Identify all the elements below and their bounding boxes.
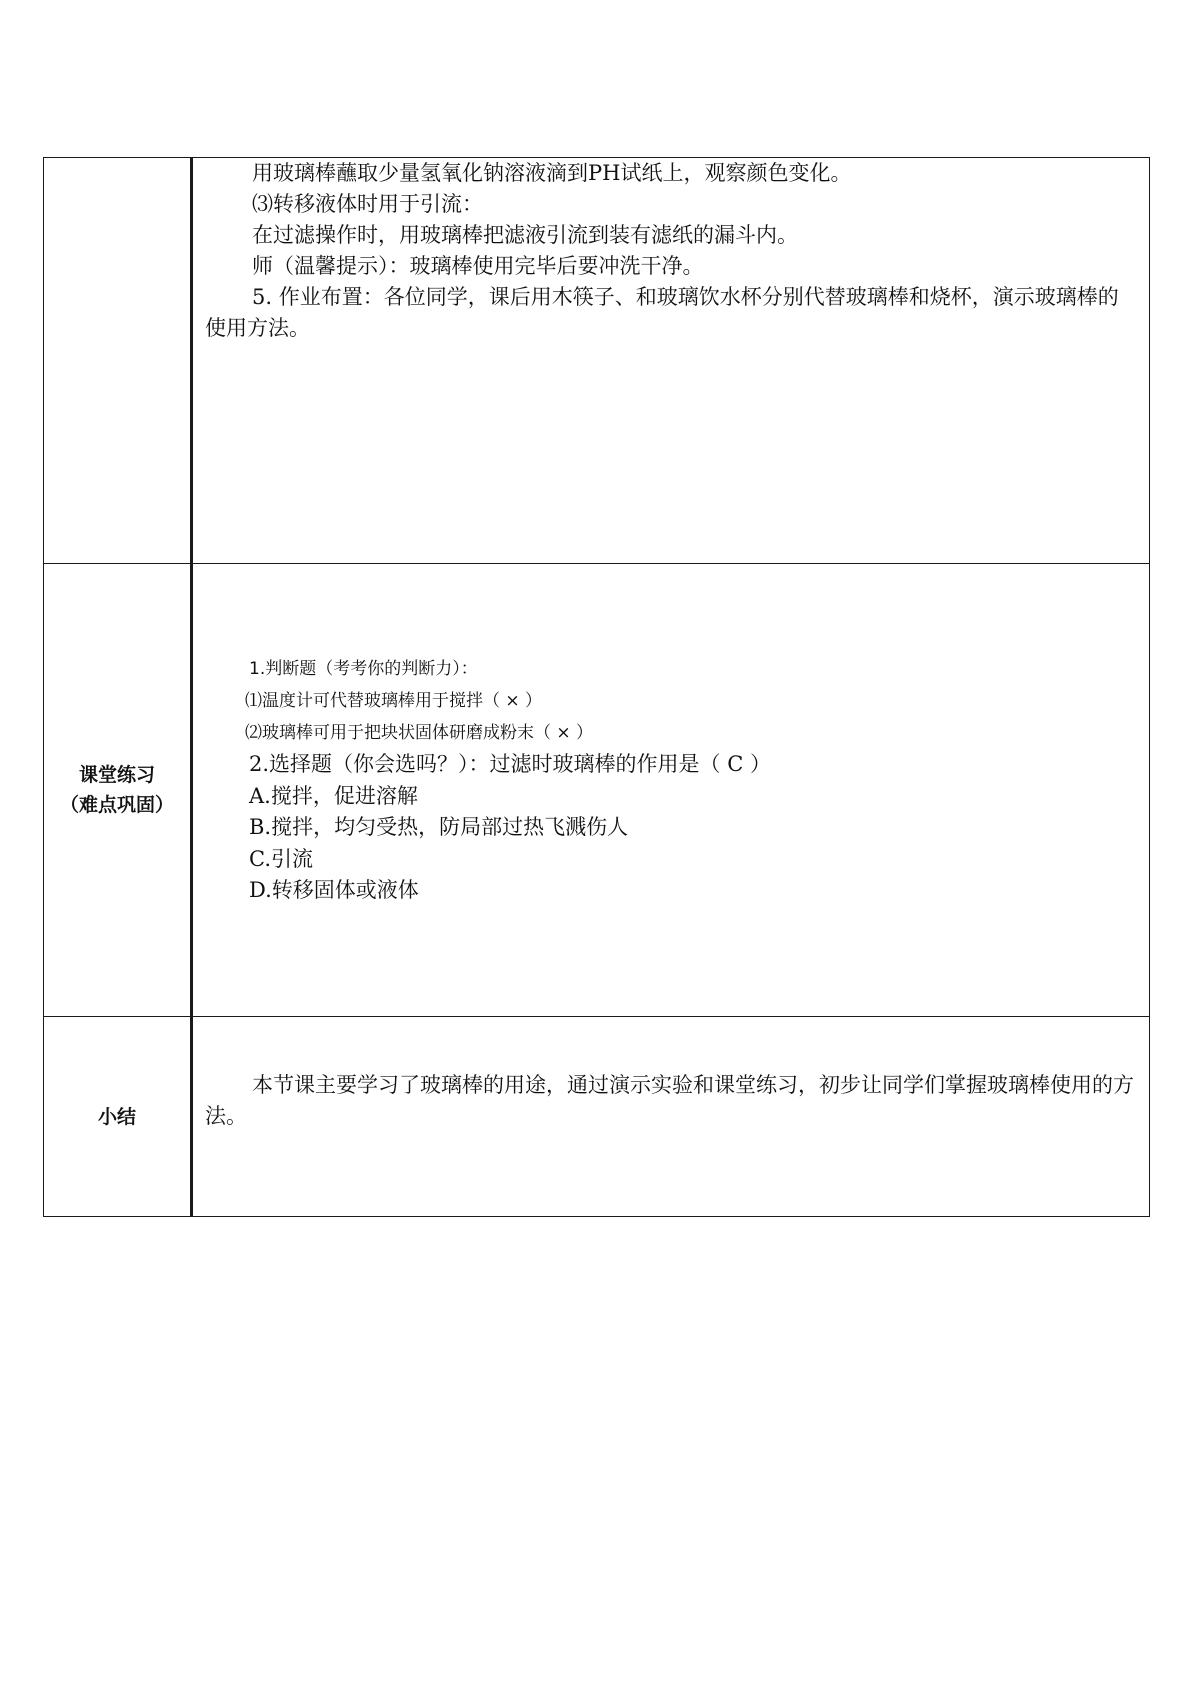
summary-content-cell bbox=[192, 1017, 1150, 1217]
table-row-summary bbox=[44, 1017, 1150, 1217]
choice-option-b: B.搅拌，均匀受热，防局部过热飞溅伤人 bbox=[249, 815, 629, 839]
practice-content-cell bbox=[192, 564, 1150, 1017]
choice-option-d: D.转移固体或液体 bbox=[249, 878, 419, 902]
practice-label-line2: （难点巩固） bbox=[59, 794, 174, 816]
practice-label-line1: 课堂练习 bbox=[78, 764, 155, 786]
procedure-content-cell bbox=[192, 158, 1150, 564]
judge-item-1: ⑴温度计可代替玻璃棒用于搅拌（ × ） bbox=[245, 691, 543, 711]
procedure-line-4: 师（温馨提示）：玻璃棒使用完毕后要冲洗干净。 bbox=[252, 254, 704, 278]
procedure-line-2: ⑶转移液体时用于引流： bbox=[252, 192, 483, 216]
row-label-empty bbox=[44, 158, 192, 564]
judge-question-title: 1.判断题（考考你的判断力）： bbox=[249, 659, 478, 679]
choice-question: 2.选择题（你会选吗？）：过滤时玻璃棒的作用是（ C ） bbox=[249, 752, 771, 776]
choice-option-c: C.引流 bbox=[249, 846, 313, 871]
lesson-plan-table bbox=[43, 157, 1150, 1217]
procedure-line-3: 在过滤操作时，用玻璃棒把滤液引流到装有滤纸的漏斗内。 bbox=[252, 223, 798, 247]
row-label-practice bbox=[44, 564, 192, 1017]
summary-paragraph: 本节课主要学习了玻璃棒的用途，通过演示实验和课堂练习，初步让同学们掌握玻璃棒使用的方法。 bbox=[205, 1073, 1134, 1128]
row-label-summary: 小结 bbox=[44, 1017, 192, 1217]
procedure-line-1: 用玻璃棒蘸取少量氢氧化钠溶液滴到PH试纸上，观察颜色变化。 bbox=[252, 161, 852, 185]
table-row-procedure bbox=[44, 158, 1150, 564]
judge-item-2: ⑵玻璃棒可用于把块状固体研磨成粉末（ × ） bbox=[245, 723, 594, 743]
choice-option-a: A.搅拌，促进溶解 bbox=[249, 783, 418, 808]
table-row-practice bbox=[44, 564, 1150, 1017]
homework-paragraph: 5. 作业布置：各位同学，课后用木筷子、和玻璃饮水杯分别代替玻璃棒和烧杯，演示玻璃棒的使用方法。 bbox=[205, 285, 1119, 340]
